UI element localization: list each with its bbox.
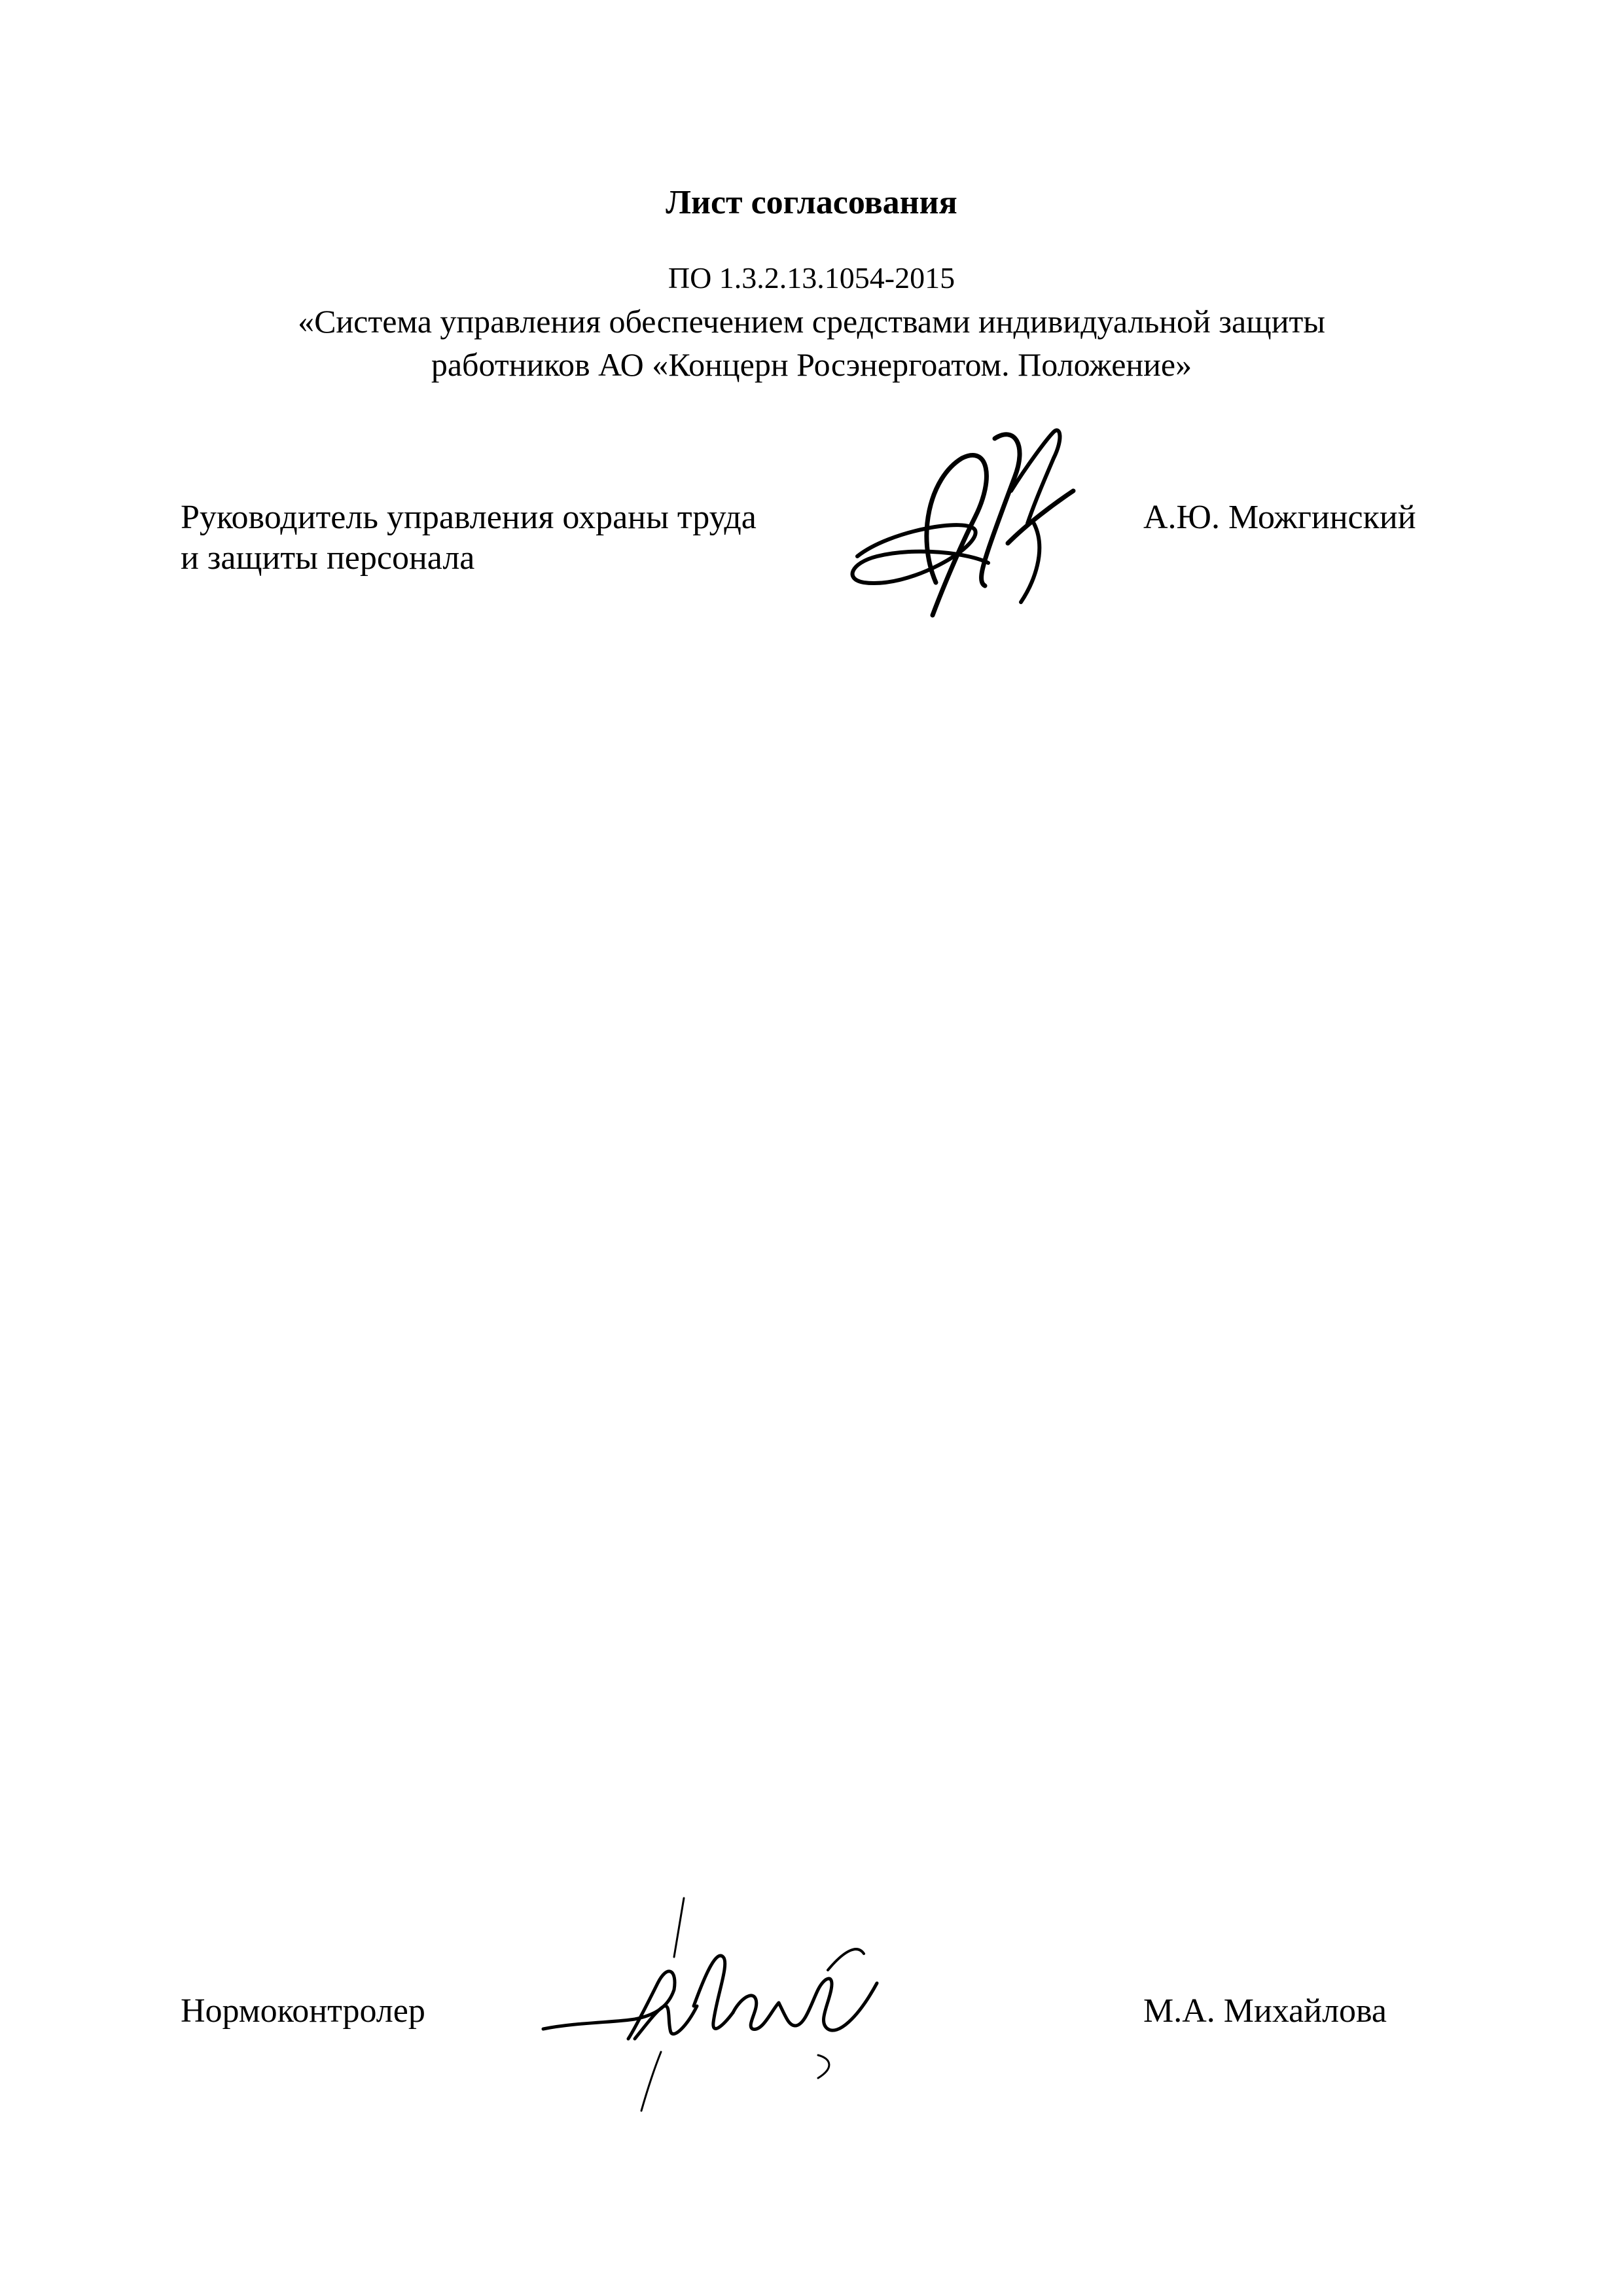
document-name-line-1: «Система управления обеспечением средствами индивидуальной защиты <box>298 303 1325 340</box>
approver-position <box>181 497 757 579</box>
signature-icon <box>838 419 1113 635</box>
approver-name: А.Ю. Можгинский <box>1143 499 1416 536</box>
approver-position-line-1: Руководитель управления охраны труда <box>181 499 757 536</box>
approver-position-line-1: Нормоконтролер <box>181 1992 425 2030</box>
page-title: Лист согласования <box>666 184 957 221</box>
approver-position-line-2: и защиты персонала <box>181 539 475 577</box>
signature-icon <box>537 1892 903 2121</box>
document-code: ПО 1.3.2.13.1054-2015 <box>668 261 955 295</box>
document-name-line-2: работников АО «Концерн Росэнергоатом. Положение» <box>431 346 1192 383</box>
approver-position <box>181 1991 425 2032</box>
approver-name: М.А. Михайлова <box>1143 1992 1387 2030</box>
document-reference <box>157 257 1466 386</box>
